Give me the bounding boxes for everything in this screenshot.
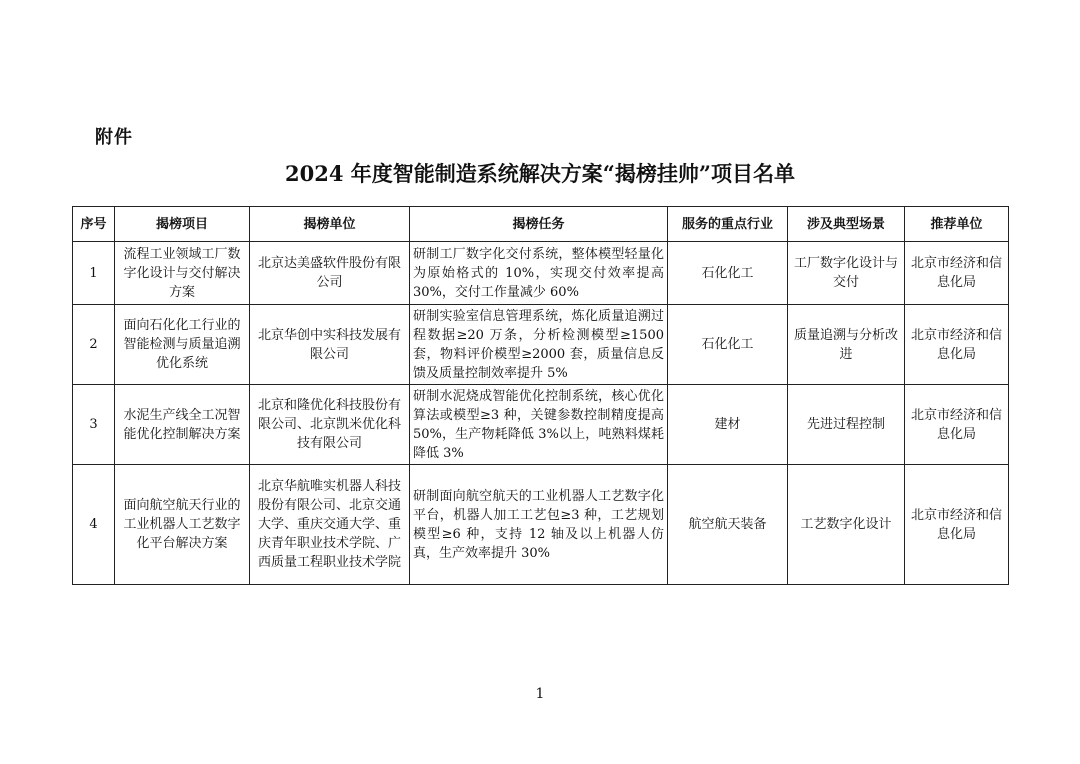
document-title: 2024 年度智能制造系统解决方案“揭榜挂帅”项目名单 <box>285 161 795 186</box>
header-task: 揭榜任务 <box>410 207 668 242</box>
cell-task: 研制面向航空航天的工业机器人工艺数字化平台，机器人加工工艺包≥3 种，工艺规划模型≥6 种，支持 12 轴及以上机器人仿真，生产效率提升 30% <box>410 465 668 585</box>
cell-industry: 建材 <box>668 385 788 465</box>
cell-recommender: 北京市经济和信息化局 <box>905 242 1009 305</box>
cell-project: 水泥生产线全工况智能优化控制解决方案 <box>115 385 250 465</box>
cell-unit: 北京华航唯实机器人科技股份有限公司、北京交通大学、重庆交通大学、重庆青年职业技术学院、广西质量工程职业技术学院 <box>250 465 410 585</box>
cell-industry: 石化化工 <box>668 242 788 305</box>
cell-no: 2 <box>73 305 115 385</box>
cell-unit: 北京和隆优化科技股份有限公司、北京凯米优化科技有限公司 <box>250 385 410 465</box>
cell-task: 研制实验室信息管理系统，炼化质量追溯过程数据≥20 万条，分析检测模型≥1500 套，物料评价模型≥2000 套，质量信息反馈及质量控制效率提升 5% <box>410 305 668 385</box>
project-list-table <box>72 206 1009 585</box>
cell-scenario: 先进过程控制 <box>788 385 905 465</box>
page-number: 1 <box>535 686 545 702</box>
cell-no: 4 <box>73 465 115 585</box>
cell-recommender: 北京市经济和信息化局 <box>905 385 1009 465</box>
cell-no: 3 <box>73 385 115 465</box>
cell-scenario: 工厂数字化设计与交付 <box>788 242 905 305</box>
table-row <box>73 242 1009 305</box>
cell-unit: 北京华创中实科技发展有限公司 <box>250 305 410 385</box>
cell-no: 1 <box>73 242 115 305</box>
header-project: 揭榜项目 <box>115 207 250 242</box>
cell-industry: 航空航天装备 <box>668 465 788 585</box>
header-industry: 服务的重点行业 <box>668 207 788 242</box>
table-header-row <box>73 207 1009 242</box>
cell-recommender: 北京市经济和信息化局 <box>905 465 1009 585</box>
cell-project: 面向航空航天行业的工业机器人工艺数字化平台解决方案 <box>115 465 250 585</box>
header-scenario: 涉及典型场景 <box>788 207 905 242</box>
cell-scenario: 质量追溯与分析改进 <box>788 305 905 385</box>
cell-unit: 北京达美盛软件股份有限公司 <box>250 242 410 305</box>
header-no: 序号 <box>73 207 115 242</box>
cell-task: 研制工厂数字化交付系统，整体模型轻量化为原始格式的 10%，实现交付效率提高 30%，交付工作量减少 60% <box>410 242 668 305</box>
cell-industry: 石化化工 <box>668 305 788 385</box>
cell-project: 流程工业领域工厂数字化设计与交付解决方案 <box>115 242 250 305</box>
cell-task: 研制水泥烧成智能优化控制系统，核心优化算法或模型≥3 种，关键参数控制精度提高 50%，生产物耗降低 3%以上，吨熟料煤耗降低 3% <box>410 385 668 465</box>
cell-scenario: 工艺数字化设计 <box>788 465 905 585</box>
header-recommender: 推荐单位 <box>905 207 1009 242</box>
attachment-label: 附件 <box>95 127 133 148</box>
cell-recommender: 北京市经济和信息化局 <box>905 305 1009 385</box>
header-unit: 揭榜单位 <box>250 207 410 242</box>
table-row <box>73 305 1009 385</box>
table-row <box>73 385 1009 465</box>
table-row <box>73 465 1009 585</box>
cell-project: 面向石化化工行业的智能检测与质量追溯优化系统 <box>115 305 250 385</box>
